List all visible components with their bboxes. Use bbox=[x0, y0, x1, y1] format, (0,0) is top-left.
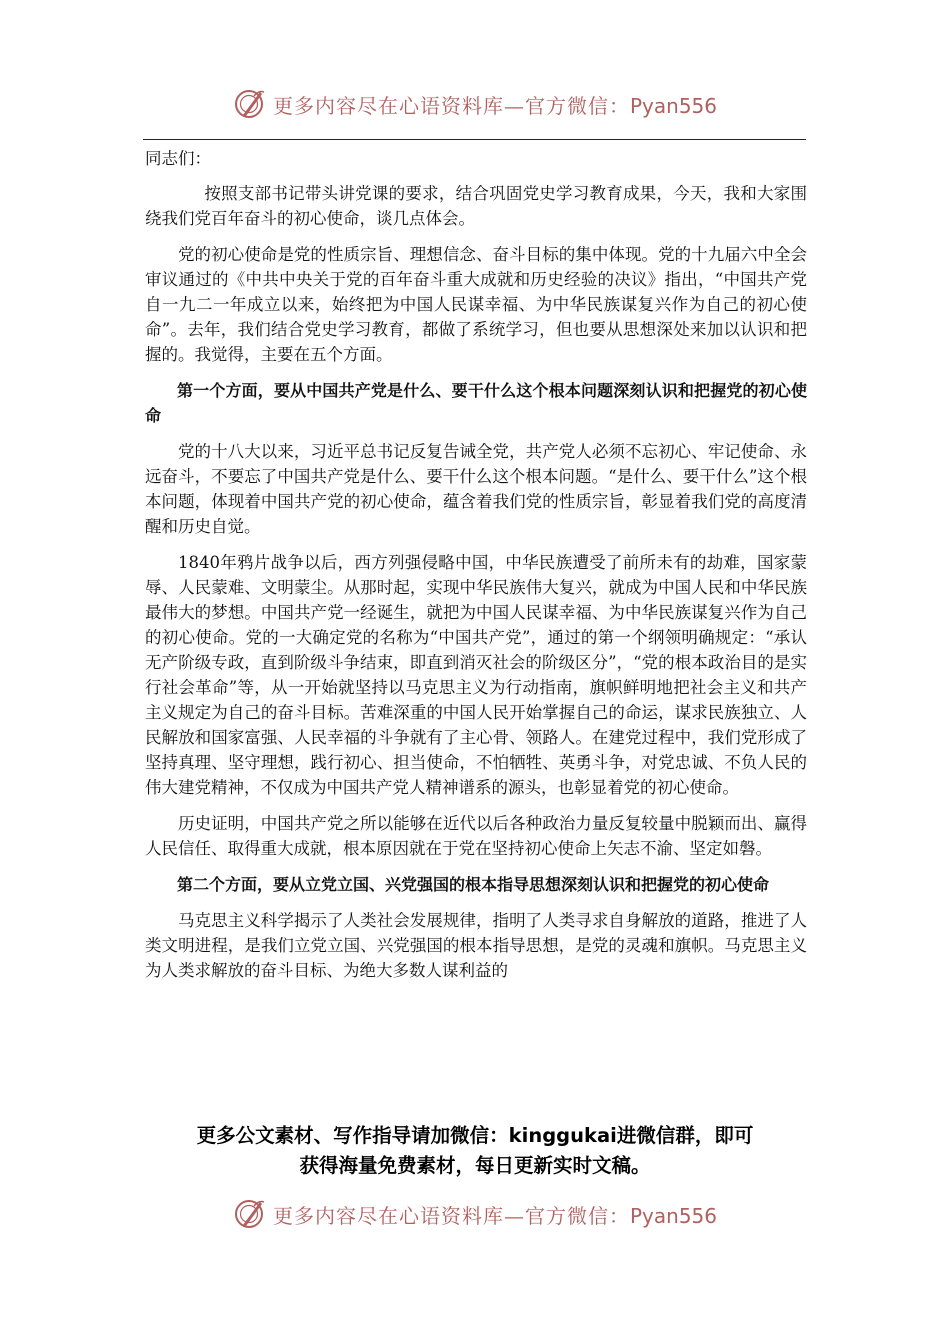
promo-line-1: 更多公文素材、写作指导请加微信：kinggukai进微信群，即可 bbox=[196, 1124, 754, 1147]
brand-logo-icon bbox=[233, 87, 267, 121]
header-banner-text: 更多内容尽在心语资料库—官方微信：Pyan556 bbox=[272, 93, 717, 118]
footer-wechat-id: Pyan556 bbox=[629, 1203, 717, 1228]
section-heading-2: 第二个方面，要从立党立国、兴党强国的根本指导思想深刻认识和把握党的初心使命 bbox=[177, 875, 770, 894]
section-heading-1: 第一个方面，要从中国共产党是什么、要干什么这个根本问题深刻认识和把握党的初心使命 bbox=[145, 381, 807, 425]
document-body bbox=[145, 146, 807, 994]
footer-banner-content bbox=[233, 1197, 717, 1231]
header-divider bbox=[143, 139, 806, 140]
promo-notice bbox=[0, 1121, 950, 1181]
promo-line-2: 获得海量免费素材，每日更新实时文稿。 bbox=[299, 1154, 651, 1177]
header-wechat-id: Pyan556 bbox=[629, 93, 717, 118]
paragraph-2: 党的十八大以来，习近平总书记反复告诫全党，共产党人必须不忘初心、牢记使命、永远奋斗，不要忘了中国共产党是什么、要干什么这个根本问题。“是什么、要干什么”这个根本问题，体现着中国共产党的初心使命，蕴含着我们党的性质宗旨，彰显着我们党的高度清醒和历史自觉。 bbox=[145, 442, 807, 536]
footer-banner-text: 更多内容尽在心语资料库—官方微信：Pyan556 bbox=[272, 1203, 717, 1228]
paragraph-1: 党的初心使命是党的性质宗旨、理想信念、奋斗目标的集中体现。党的十九届六中全会审议通过的《中共中央关于党的百年奋斗重大成就和历史经验的决议》指出，“中国共产党自一九二一年成立以来，始终把为中国人民谋幸福、为中华民族谋复兴作为自己的初心使命”。去年，我们结合党史学习教育，都做了系统学习，但也要从思想深处来加以认识和把握的。我觉得，主要在五个方面。 bbox=[145, 245, 807, 364]
paragraph-5: 马克思主义科学揭示了人类社会发展规律，指明了人类寻求自身解放的道路，推进了人类文明进程，是我们立党立国、兴党强国的根本指导思想，是党的灵魂和旗帜。马克思主义为人类求解放的奋斗目标、为绝大多数人谋利益的 bbox=[145, 911, 807, 980]
intro-paragraph: 按照支部书记带头讲党课的要求，结合巩固党史学习教育成果，今天，我和大家围绕我们党百年奋斗的初心使命，谈几点体会。 bbox=[145, 184, 807, 228]
paragraph-4: 历史证明，中国共产党之所以能够在近代以后各种政治力量反复较量中脱颖而出、赢得人民信任、取得重大成就，根本原因就在于党在坚持初心使命上矢志不渝、坚定如磐。 bbox=[145, 814, 807, 858]
header-banner-content bbox=[233, 87, 717, 121]
footer-logo-icon bbox=[233, 1197, 267, 1231]
greeting: 同志们： bbox=[145, 149, 211, 168]
footer-banner bbox=[0, 1192, 950, 1236]
paragraph-3: 1840年鸦片战争以后，西方列强侵略中国，中华民族遭受了前所未有的劫难，国家蒙辱、人民蒙难、文明蒙尘。从那时起，实现中华民族伟大复兴，就成为中国人民和中华民族最伟大的梦想。中国共产党一经诞生，就把为中国人民谋幸福、为中华民族谋复兴作为自己的初心使命。党的一大确定党的名称为“中国共产党”，通过的第一个纲领明确规定：“承认无产阶级专政，直到阶级斗争结束，即直到消灭社会的阶级区分”，“党的根本政治目的是实行社会革命”等，从一开始就坚持以马克思主义为行动指南，旗帜鲜明地把社会主义和共产主义规定为自己的奋斗目标。苦难深重的中国人民开始掌握自己的命运，谋求民族独立、人民解放和国家富强、人民幸福的斗争就有了主心骨、领路人。在建党过程中，我们党形成了坚持真理、坚守理想，践行初心、担当使命，不怕牺牲、英勇斗争，对党忠诚、不负人民的伟大建党精神，不仅成为中国共产党人精神谱系的源头，也彰显着党的初心使命。 bbox=[145, 553, 807, 797]
header-banner bbox=[0, 82, 950, 126]
